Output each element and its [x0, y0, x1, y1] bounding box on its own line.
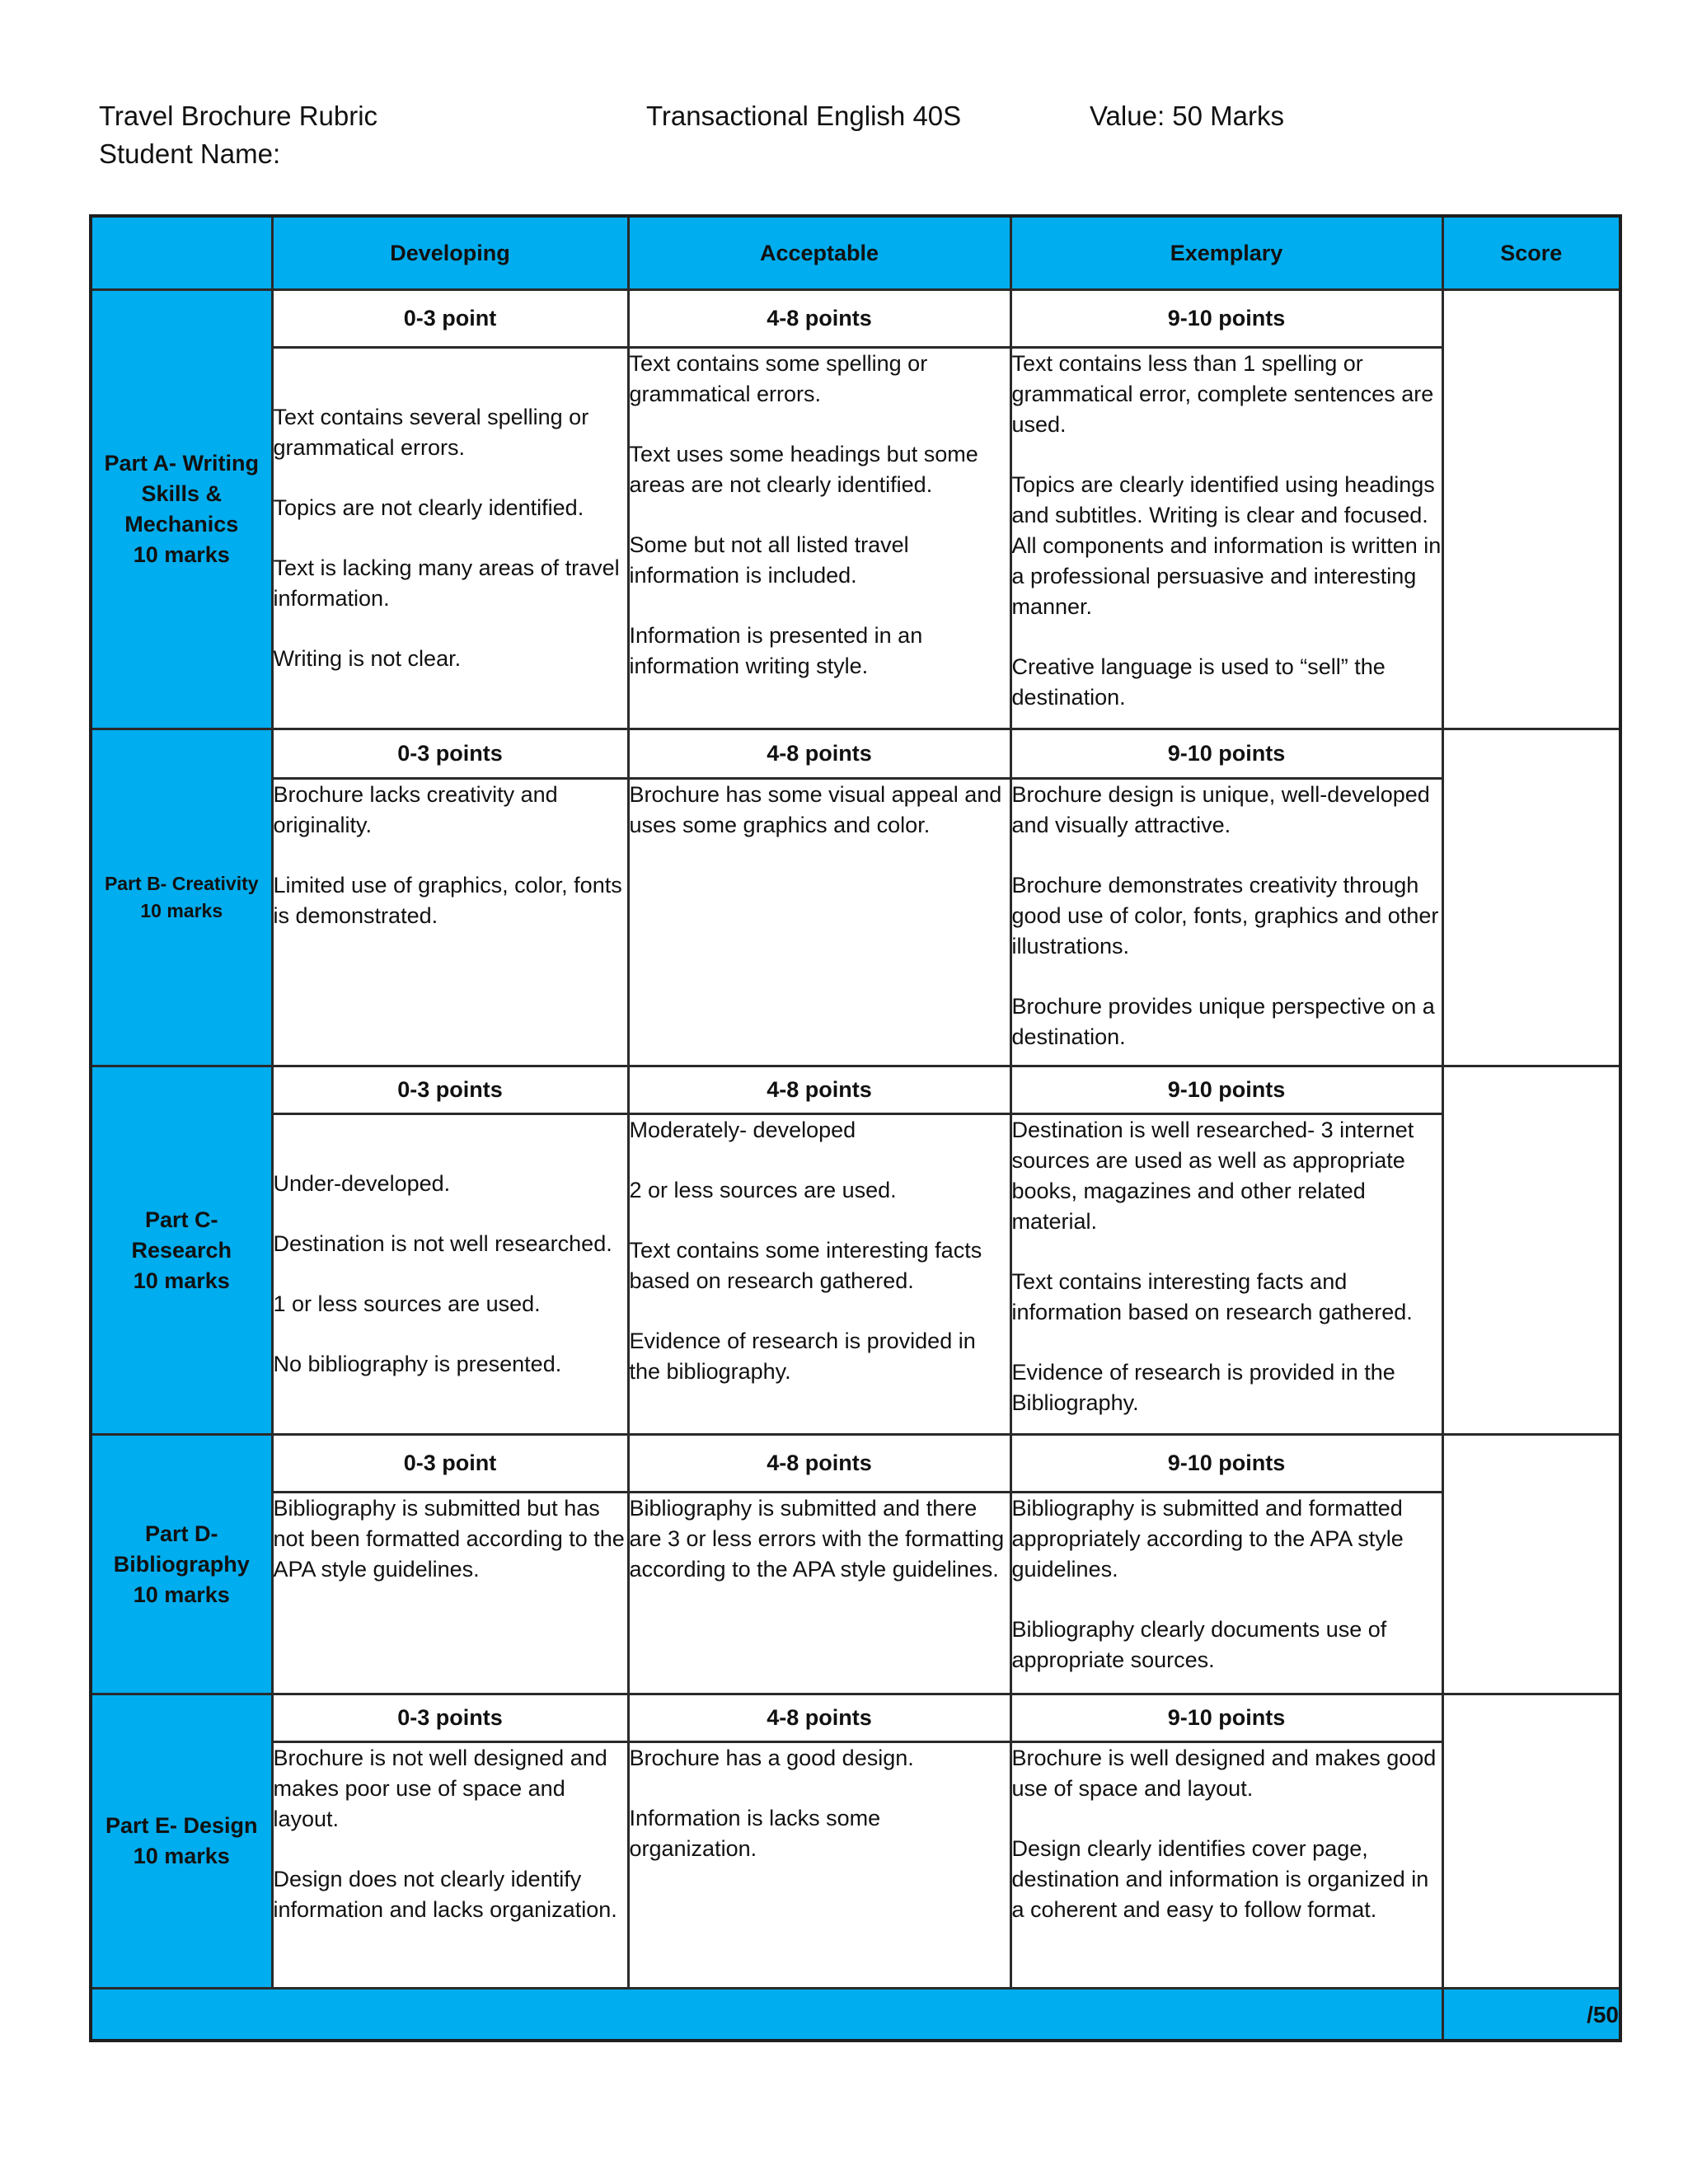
points-exemplary: 9-10 points	[1010, 1066, 1442, 1114]
criteria-acceptable	[628, 779, 1010, 1066]
criterion-text: Information is presented in an information writing style.	[629, 623, 923, 679]
total-row	[91, 1989, 1620, 2041]
course-name: Transactional English 40S	[646, 101, 962, 131]
criterion-text: Design does not clearly identify information and lacks organization.	[273, 1867, 617, 1923]
part-label-line: Bibliography	[113, 1551, 250, 1577]
criterion-text: Text contains interesting facts and information based on research gathered.	[1011, 1269, 1413, 1325]
criterion-text: Topics are clearly identified using headings and subtitles. Writing is clear and focused. All components and information is written in a professional persuasive and interesting manner.	[1011, 472, 1442, 620]
criterion-text: Brochure provides unique perspective on a destination.	[1011, 994, 1435, 1050]
criteria-acceptable	[628, 348, 1010, 729]
criterion-text: Text contains less than 1 spelling or grammatical error, complete sentences are used.	[1011, 351, 1434, 438]
criterion-text: Bibliography is submitted and formatted appropriately according to the APA style guidelines.	[1011, 1496, 1404, 1582]
criterion-text: Moderately- developed	[629, 1118, 856, 1143]
criteria-developing	[272, 1493, 628, 1694]
student-name-label: Student Name:	[99, 138, 281, 169]
criterion-text: No bibliography is presented.	[273, 1352, 562, 1377]
criterion-text: Text is lacking many areas of travel information.	[273, 555, 620, 612]
rubric-table	[89, 214, 1622, 2042]
part-label	[91, 1694, 272, 1989]
points-row	[91, 729, 1620, 779]
points-exemplary: 9-10 points	[1010, 1694, 1442, 1742]
criterion-text: Brochure is well designed and makes good use of space and layout.	[1011, 1746, 1437, 1802]
points-exemplary: 9-10 points	[1010, 729, 1442, 779]
points-developing: 0-3 points	[272, 729, 628, 779]
criterion-text: Brochure design is unique, well-developed and visually attractive.	[1011, 782, 1430, 838]
score-cell	[1442, 1694, 1620, 1989]
document-header	[99, 97, 1582, 173]
rubric-title: Travel Brochure Rubric	[99, 101, 378, 131]
points-acceptable: 4-8 points	[628, 1066, 1010, 1114]
criterion-text: Destination is not well researched.	[273, 1231, 612, 1257]
part-label	[91, 729, 272, 1066]
criterion-text: Creative language is used to “sell” the destination.	[1011, 654, 1386, 710]
points-developing: 0-3 points	[272, 1066, 628, 1114]
criterion-text: Some but not all listed travel information is included.	[629, 532, 909, 588]
part-label	[91, 1066, 272, 1435]
part-label	[91, 1435, 272, 1694]
criterion-text: 1 or less sources are used.	[273, 1291, 541, 1317]
header-row	[99, 97, 1582, 135]
rubric-body	[91, 290, 1620, 1989]
criterion-text: Brochure lacks creativity and originality.	[273, 782, 558, 838]
points-developing: 0-3 point	[272, 290, 628, 348]
criteria-row	[91, 779, 1620, 1066]
column-header-score: Score	[1442, 216, 1620, 290]
points-row	[91, 290, 1620, 348]
corner-cell	[91, 216, 272, 290]
part-label-line: Part B- Creativity	[104, 873, 259, 895]
criterion-text: 2 or less sources are used.	[629, 1178, 897, 1203]
score-cell	[1442, 1066, 1620, 1435]
column-header-acceptable: Acceptable	[628, 216, 1010, 290]
points-row	[91, 1694, 1620, 1742]
part-label-line: Part E- Design	[105, 1813, 258, 1839]
criterion-text: Brochure has a good design.	[629, 1746, 914, 1771]
part-label-line: Research	[131, 1237, 232, 1263]
part-label-line: Part D-	[144, 1521, 218, 1546]
part-label-line: 10 marks	[133, 1844, 230, 1869]
criterion-text: Text contains some interesting facts based on research gathered.	[629, 1238, 982, 1294]
value-marks: Value: 50 Marks	[1090, 101, 1284, 131]
criterion-text: Information is lacks some organization.	[629, 1806, 881, 1862]
criterion-text: Destination is well researched- 3 internet sources are used as well as appropriate books, magazines and other related material.	[1011, 1118, 1414, 1235]
criteria-exemplary	[1010, 1114, 1442, 1435]
criterion-text: Writing is not clear.	[273, 646, 462, 672]
criteria-row	[91, 348, 1620, 729]
column-header-exemplary: Exemplary	[1010, 216, 1442, 290]
criterion-text: Bibliography clearly documents use of appropriate sources.	[1011, 1617, 1387, 1673]
part-label-line: 10 marks	[133, 1582, 230, 1607]
criteria-exemplary	[1010, 779, 1442, 1066]
part-label-line: 10 marks	[133, 1268, 230, 1293]
criterion-text: Topics are not clearly identified.	[273, 495, 584, 521]
criterion-text: Text contains several spelling or grammatical errors.	[273, 405, 589, 461]
score-cell	[1442, 1435, 1620, 1694]
part-label-line: 10 marks	[133, 542, 230, 568]
points-row	[91, 1435, 1620, 1493]
criteria-acceptable	[628, 1114, 1010, 1435]
score-cell	[1442, 729, 1620, 1066]
criteria-exemplary	[1010, 1742, 1442, 1989]
column-header-developing: Developing	[272, 216, 628, 290]
criterion-text: Brochure demonstrates creativity through good use of color, fonts, graphics and other illustrations.	[1011, 873, 1439, 959]
points-acceptable: 4-8 points	[628, 1694, 1010, 1742]
criteria-developing	[272, 348, 628, 729]
criterion-text: Evidence of research is provided in the bibliography.	[629, 1329, 976, 1385]
total-score: /50	[1442, 1989, 1620, 2041]
points-exemplary: 9-10 points	[1010, 290, 1442, 348]
header-row	[91, 216, 1620, 290]
criterion-text: Design clearly identifies cover page, destination and information is organized in a coherent and easy to follow format.	[1011, 1836, 1429, 1923]
points-acceptable: 4-8 points	[628, 290, 1010, 348]
criterion-text: Text uses some headings but some areas are not clearly identified.	[629, 442, 978, 498]
criterion-text: Brochure has some visual appeal and uses some graphics and color.	[629, 782, 1002, 838]
part-label-line: Part A- Writing	[104, 451, 259, 476]
criterion-text: Limited use of graphics, color, fonts is demonstrated.	[273, 873, 622, 929]
criterion-text: Under-developed.	[273, 1171, 451, 1197]
score-cell	[1442, 290, 1620, 729]
points-row	[91, 1066, 1620, 1114]
criterion-text: Bibliography is submitted and there are 3 or less errors with the formatting according to the APA style guidelines.	[629, 1496, 1005, 1582]
criteria-acceptable	[628, 1493, 1010, 1694]
points-acceptable: 4-8 points	[628, 1435, 1010, 1493]
points-acceptable: 4-8 points	[628, 729, 1010, 779]
criteria-developing	[272, 1114, 628, 1435]
criterion-text: Brochure is not well designed and makes poor use of space and layout.	[273, 1746, 607, 1832]
part-label	[91, 290, 272, 729]
points-developing: 0-3 points	[272, 1694, 628, 1742]
criterion-text: Bibliography is submitted but has not been formatted according to the APA style guidelines.	[273, 1496, 625, 1582]
criteria-exemplary	[1010, 348, 1442, 729]
criterion-text: Text contains some spelling or grammatical errors.	[629, 351, 928, 407]
criterion-text: Evidence of research is provided in the Bibliography.	[1011, 1360, 1395, 1416]
criteria-developing	[272, 779, 628, 1066]
part-label-line: Part C-	[144, 1207, 218, 1232]
part-label-line: 10 marks	[140, 900, 223, 922]
part-label-line: Mechanics	[124, 512, 239, 537]
criteria-row	[91, 1742, 1620, 1989]
points-developing: 0-3 point	[272, 1435, 628, 1493]
criteria-row	[91, 1493, 1620, 1694]
criteria-row	[91, 1114, 1620, 1435]
part-label-line: Skills &	[141, 481, 223, 507]
criteria-developing	[272, 1742, 628, 1989]
criteria-exemplary	[1010, 1493, 1442, 1694]
points-exemplary: 9-10 points	[1010, 1435, 1442, 1493]
total-bar	[91, 1989, 1442, 2041]
criteria-acceptable	[628, 1742, 1010, 1989]
